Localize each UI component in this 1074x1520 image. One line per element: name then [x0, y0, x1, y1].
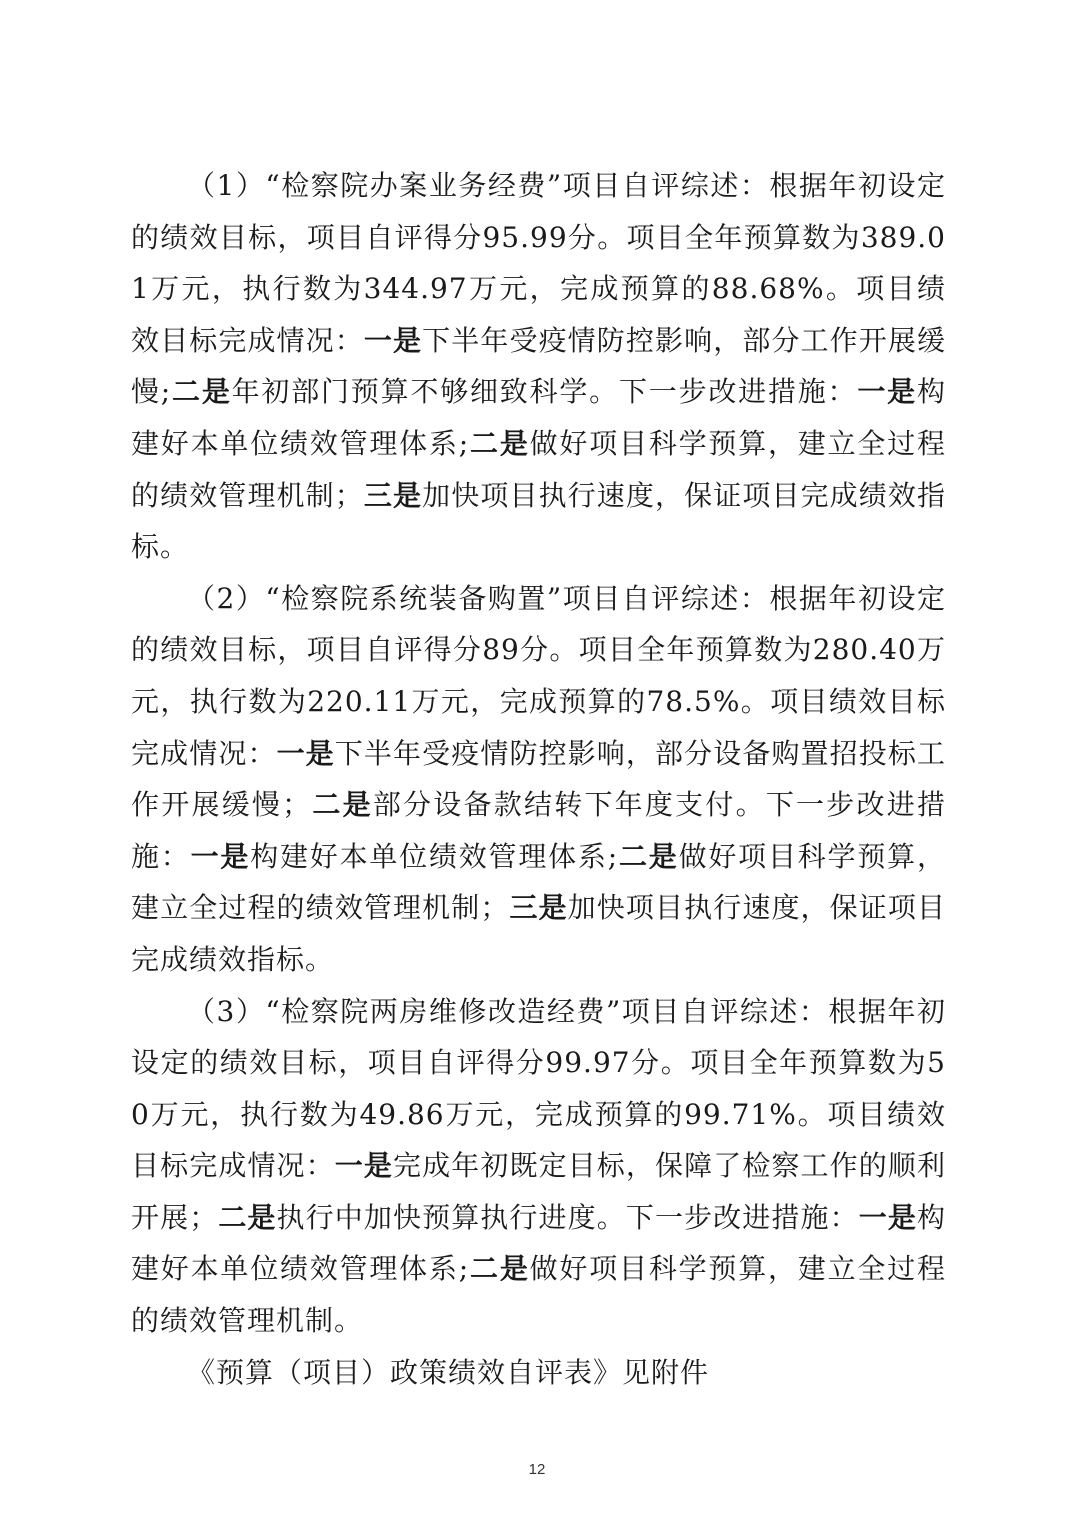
- paragraph-attachment-note: 《预算（项目）政策绩效自评表》见附件: [187, 1355, 710, 1389]
- paragraph-project-3: （3）“检察院两房维修改造经费”项目自评综述：根据年初设定的绩效目标，项目自评得分99.97分。项目全年预算数为50万元，执行数为49.86万元，完成预算的99.71%。项目绩效目标完成情况：一是完成年初既定目标，保障了检察工作的顺利开展；二是执行中加快预算执行进度。下一步改进措施：一是构建好本单位绩效管理体系;二是做好项目科学预算，建立全过程的绩效管理机制。: [131, 994, 946, 1338]
- page-number: 12: [528, 1461, 546, 1478]
- paragraph-project-1: （1）“检察院办案业务经费”项目自评综述：根据年初设定的绩效目标，项目自评得分95.99分。项目全年预算数为389.01万元，执行数为344.97万元，完成预算的88.68%。项目绩效目标完成情况：一是下半年受疫情防控影响，部分工作开展缓慢;二是年初部门预算不够细致科学。下一步改进措施：一是构建好本单位绩效管理体系;二是做好项目科学预算，建立全过程的绩效管理机制；三是加快项目执行速度，保证项目完成绩效指标。: [131, 169, 946, 564]
- paragraph-project-2: （2）“检察院系统装备购置”项目自评综述：根据年初设定的绩效目标，项目自评得分89分。项目全年预算数为280.40万元，执行数为220.11万元，完成预算的78.5%。项目绩效目标完成情况：一是下半年受疫情防控影响，部分设备购置招投标工作开展缓慢；二是部分设备款结转下年度支付。下一步改进措施：一是构建好本单位绩效管理体系;二是做好项目科学预算，建立全过程的绩效管理机制；三是加快项目执行速度，保证项目完成绩效指标。: [131, 581, 946, 976]
- document-body: [131, 160, 946, 1398]
